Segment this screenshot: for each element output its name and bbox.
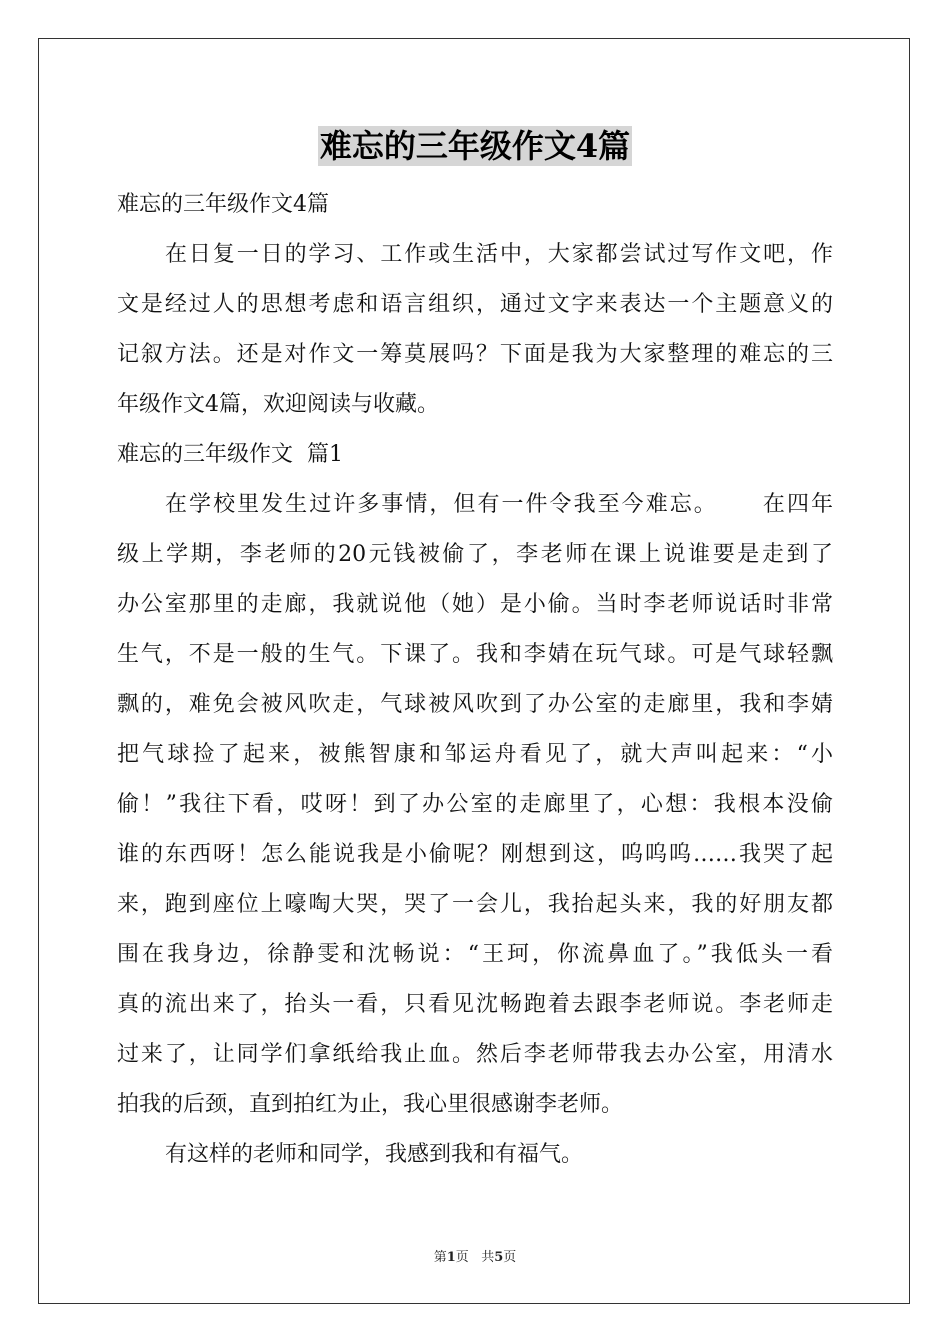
- intro-line: 在日复一日的学习、工作或生活中，大家都尝试过写作文吧，作: [165, 242, 833, 267]
- document-subtitle: 难忘的三年级作文4篇: [117, 192, 329, 217]
- essay-line: 拍我的后颈，直到拍红为止，我心里很感谢李老师。: [117, 1092, 624, 1117]
- section-heading: 难忘的三年级作文 篇1: [117, 442, 343, 467]
- footer-page-mid: 页 共: [455, 1250, 495, 1265]
- footer-page-prefix: 第: [433, 1250, 447, 1265]
- document-title: 难忘的三年级作文4篇: [319, 127, 631, 165]
- essay-line: 围在我身边，徐静雯和沈畅说：“王珂，你流鼻血了。”我低头一看: [117, 942, 833, 967]
- essay-line: 过来了，让同学们拿纸给我止血。然后李老师带我去办公室，用清水: [117, 1042, 833, 1067]
- intro-paragraph: [117, 230, 833, 430]
- essay-line: 飘的，难免会被风吹走，气球被风吹到了办公室的走廊里，我和李婧: [117, 692, 833, 717]
- essay-line: 谁的东西呀！怎么能说我是小偷呢？刚想到这，呜呜呜……我哭了起: [117, 842, 833, 867]
- essay-line: 偷！”我往下看，哎呀！到了办公室的走廊里了，心想：我根本没偷: [117, 792, 833, 817]
- footer-page-suffix: 页: [503, 1250, 517, 1265]
- footer-page-current: 1: [446, 1250, 456, 1265]
- essay-line: 级上学期，李老师的20元钱被偷了，李老师在课上说谁要是走到了: [117, 542, 833, 567]
- document-body: [117, 180, 833, 1180]
- page-footer: [0, 1246, 950, 1265]
- title-container: [0, 126, 950, 166]
- essay-line: 真的流出来了，抬头一看，只看见沈畅跑着去跟李老师说。李老师走: [117, 992, 833, 1017]
- essay-line: 办公室那里的走廊，我就说他（她）是小偷。当时李老师说话时非常: [117, 592, 833, 617]
- essay-paragraph: [117, 480, 833, 1130]
- essay-line: 把气球捡了起来，被熊智康和邹运舟看见了，就大声叫起来：“小: [117, 742, 833, 767]
- essay-line: 来，跑到座位上嚎啕大哭，哭了一会儿，我抬起头来，我的好朋友都: [117, 892, 833, 917]
- intro-line: 年级作文4篇，欢迎阅读与收藏。: [117, 392, 439, 417]
- closing-paragraph: 有这样的老师和同学，我感到我和有福气。: [165, 1142, 584, 1167]
- essay-line: 生气，不是一般的生气。下课了。我和李婧在玩气球。可是气球轻飘: [117, 642, 833, 667]
- intro-line: 记叙方法。还是对作文一筹莫展吗？下面是我为大家整理的难忘的三: [117, 342, 833, 367]
- intro-line: 文是经过人的思想考虑和语言组织，通过文字来表达一个主题意义的: [117, 292, 833, 317]
- essay-line: 在学校里发生过许多事情，但有一件令我至今难忘。 在四年: [165, 492, 833, 517]
- footer-page-total: 5: [494, 1250, 504, 1265]
